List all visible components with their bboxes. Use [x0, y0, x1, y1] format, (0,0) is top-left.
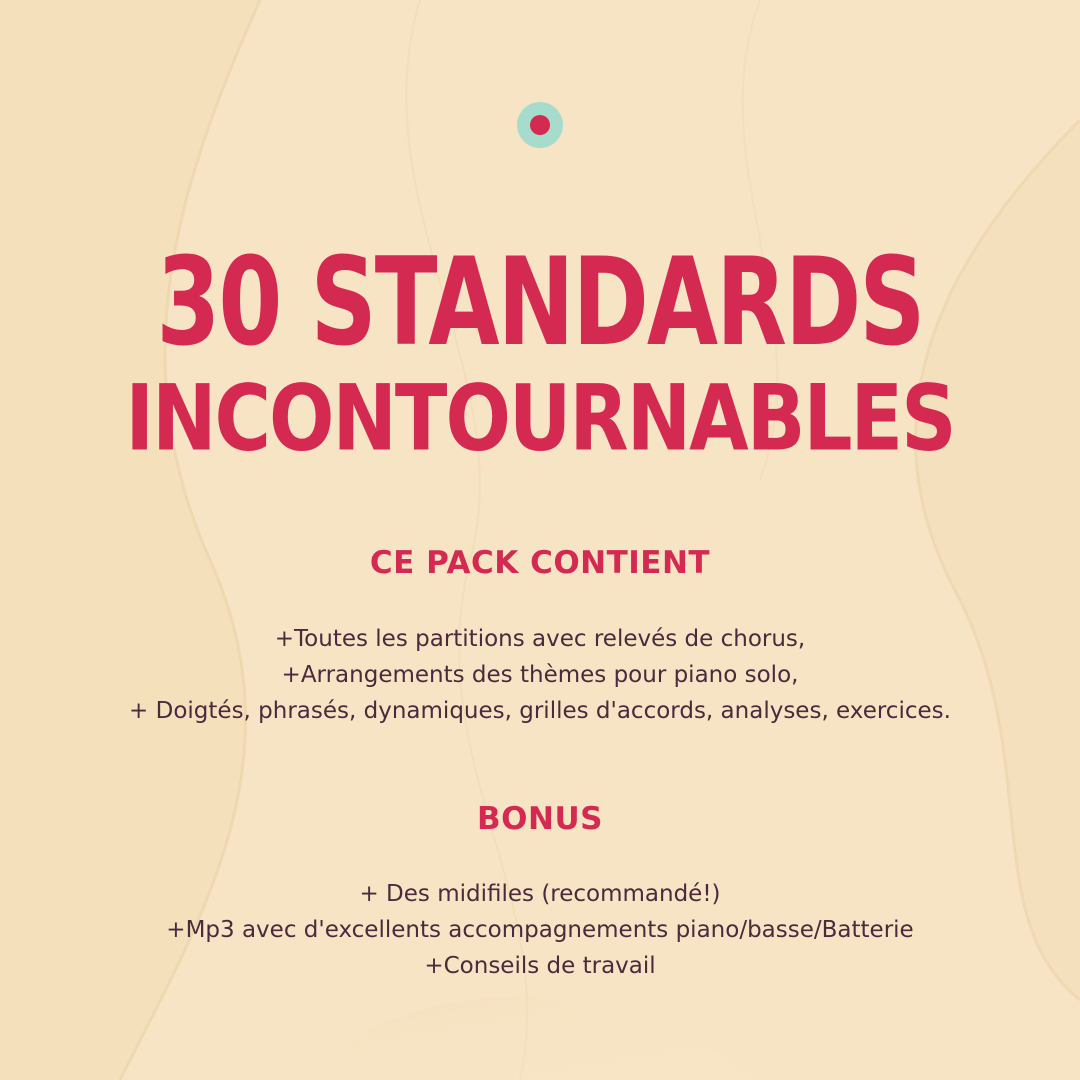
- bonus-heading: BONUS: [477, 801, 603, 837]
- title-line-2: INCONTOURNABLES: [125, 366, 955, 472]
- pack-heading: CE PACK CONTIENT: [369, 545, 711, 581]
- list-item: +Conseils de travail: [424, 953, 656, 979]
- record-dot-center: [530, 115, 550, 135]
- list-item: + Doigtés, phrasés, dynamiques, grilles d'accords, analyses, exercices.: [129, 698, 951, 724]
- title-line-1: 30 STANDARDS: [156, 231, 924, 373]
- list-item: + Des midifiles (recommandé!): [359, 881, 721, 907]
- record-dot-icon: [517, 102, 563, 148]
- pack-list: [0, 621, 1080, 729]
- list-item: +Mp3 avec d'excellents accompagnements piano/basse/Batterie: [166, 917, 914, 943]
- list-item: +Toutes les partitions avec relevés de chorus,: [274, 626, 806, 652]
- bonus-list: [0, 876, 1080, 984]
- list-item: +Arrangements des thèmes pour piano solo,: [281, 662, 799, 688]
